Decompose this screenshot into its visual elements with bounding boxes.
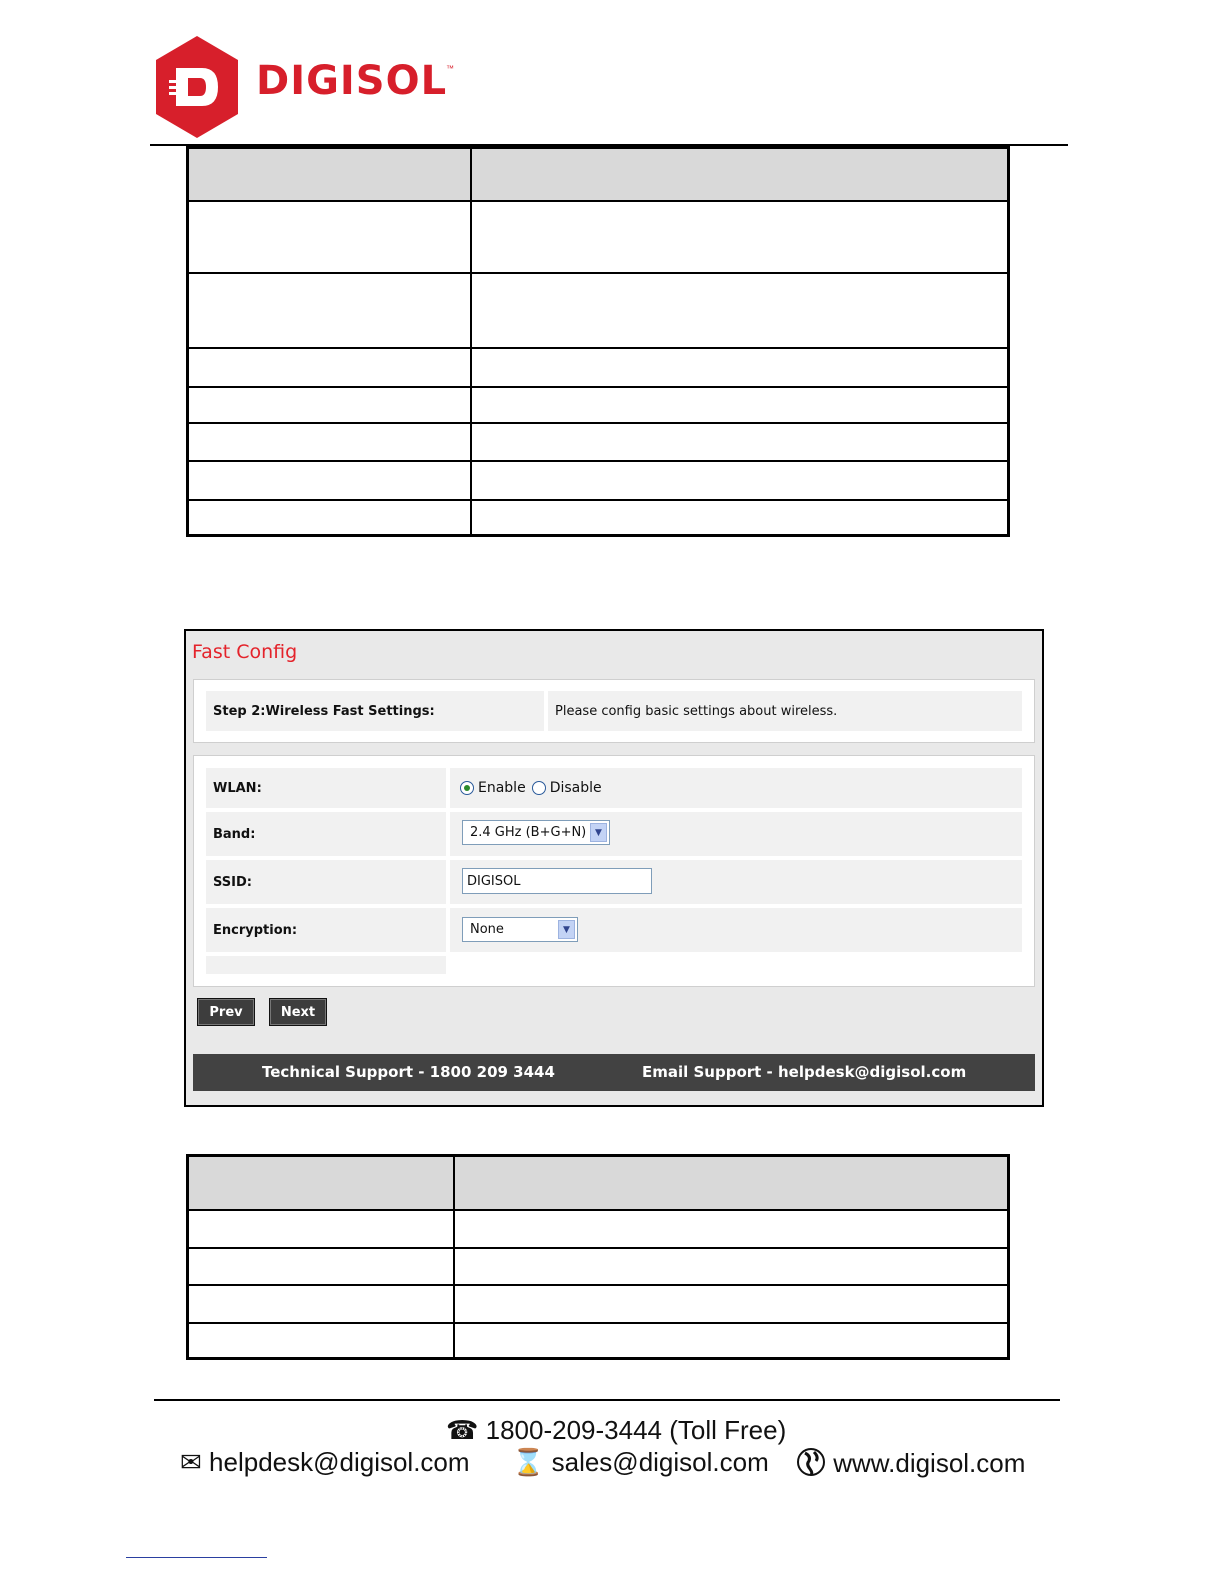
support-bar bbox=[193, 1054, 1035, 1091]
wlan-enable-radio[interactable] bbox=[460, 781, 474, 795]
mail-icon: ✉ bbox=[180, 1447, 202, 1477]
footer-rule bbox=[154, 1399, 1060, 1401]
sales-email: sales@digisol.com bbox=[551, 1447, 769, 1477]
trademark: ™ bbox=[446, 64, 454, 73]
wlan-enable-label[interactable]: Enable bbox=[478, 780, 526, 796]
chevron-down-icon[interactable]: ▼ bbox=[590, 823, 607, 842]
technical-support: Technical Support - 1800 209 3444 bbox=[262, 1063, 555, 1081]
table-row bbox=[188, 1248, 1009, 1285]
phone-number: 1800-209-3444 (Toll Free) bbox=[485, 1415, 787, 1445]
table-row bbox=[188, 1210, 1009, 1248]
step-desc-cell bbox=[548, 691, 1022, 731]
encryption-label: Encryption: bbox=[213, 922, 298, 938]
chevron-down-icon[interactable]: ▼ bbox=[558, 920, 575, 939]
table-row bbox=[188, 201, 1009, 273]
globe-icon bbox=[796, 1447, 826, 1477]
band-label-cell bbox=[206, 812, 446, 856]
step-label-cell bbox=[206, 691, 544, 731]
wlan-disable-label[interactable]: Disable bbox=[549, 780, 602, 796]
table-row bbox=[188, 1285, 1009, 1323]
table-header-row bbox=[188, 148, 1009, 201]
parameter-table-2 bbox=[186, 1154, 1010, 1360]
next-button[interactable]: Next bbox=[269, 998, 327, 1026]
wlan-disable-radio[interactable] bbox=[532, 781, 546, 795]
ssid-input-value: DIGISOL bbox=[467, 873, 521, 889]
step-panel bbox=[193, 679, 1035, 743]
empty-cell bbox=[206, 956, 446, 974]
encryption-label-cell bbox=[206, 908, 446, 952]
table-row bbox=[188, 500, 1009, 536]
brand-name: DIGISOL bbox=[256, 58, 448, 104]
table-row bbox=[188, 423, 1009, 461]
logo-hexagon-icon bbox=[152, 34, 242, 140]
encryption-select-value: None bbox=[470, 922, 504, 937]
phone-icon: ☎ bbox=[446, 1415, 479, 1445]
step-label: Step 2:Wireless Fast Settings: bbox=[213, 703, 435, 719]
table-row bbox=[188, 387, 1009, 423]
table-row bbox=[188, 461, 1009, 500]
encryption-select[interactable] bbox=[462, 917, 578, 942]
parameter-table-1 bbox=[186, 146, 1010, 537]
website[interactable]: www.digisol.com bbox=[833, 1448, 1026, 1478]
footnote-rule bbox=[126, 1557, 267, 1558]
table-header-row bbox=[188, 1156, 1009, 1210]
helpdesk-email: helpdesk@digisol.com bbox=[209, 1447, 470, 1477]
table-row bbox=[188, 1323, 1009, 1359]
footer-helpdesk bbox=[180, 1447, 470, 1478]
email-support: Email Support - helpdesk@digisol.com bbox=[642, 1063, 967, 1081]
footer-sales bbox=[512, 1447, 769, 1478]
step-description: Please config basic settings about wireless. bbox=[555, 703, 838, 719]
wlan-label: WLAN: bbox=[213, 780, 262, 796]
band-label: Band: bbox=[213, 826, 256, 842]
ssid-label: SSID: bbox=[213, 874, 252, 890]
ssid-input[interactable] bbox=[462, 868, 652, 894]
footer-phone bbox=[446, 1415, 786, 1446]
page-title: Fast Config bbox=[192, 641, 298, 663]
settings-panel bbox=[193, 755, 1035, 987]
band-select[interactable] bbox=[462, 820, 610, 845]
table-row bbox=[188, 348, 1009, 387]
footer-web bbox=[796, 1447, 1025, 1479]
prev-button[interactable]: Prev bbox=[197, 998, 255, 1026]
ssid-label-cell bbox=[206, 860, 446, 904]
table-row bbox=[188, 273, 1009, 348]
wlan-control-cell bbox=[450, 768, 1022, 808]
fast-config-screenshot bbox=[184, 629, 1044, 1107]
wlan-label-cell bbox=[206, 768, 446, 808]
hourglass-icon: ⌛ bbox=[512, 1447, 545, 1477]
band-select-value: 2.4 GHz (B+G+N) bbox=[470, 825, 587, 840]
